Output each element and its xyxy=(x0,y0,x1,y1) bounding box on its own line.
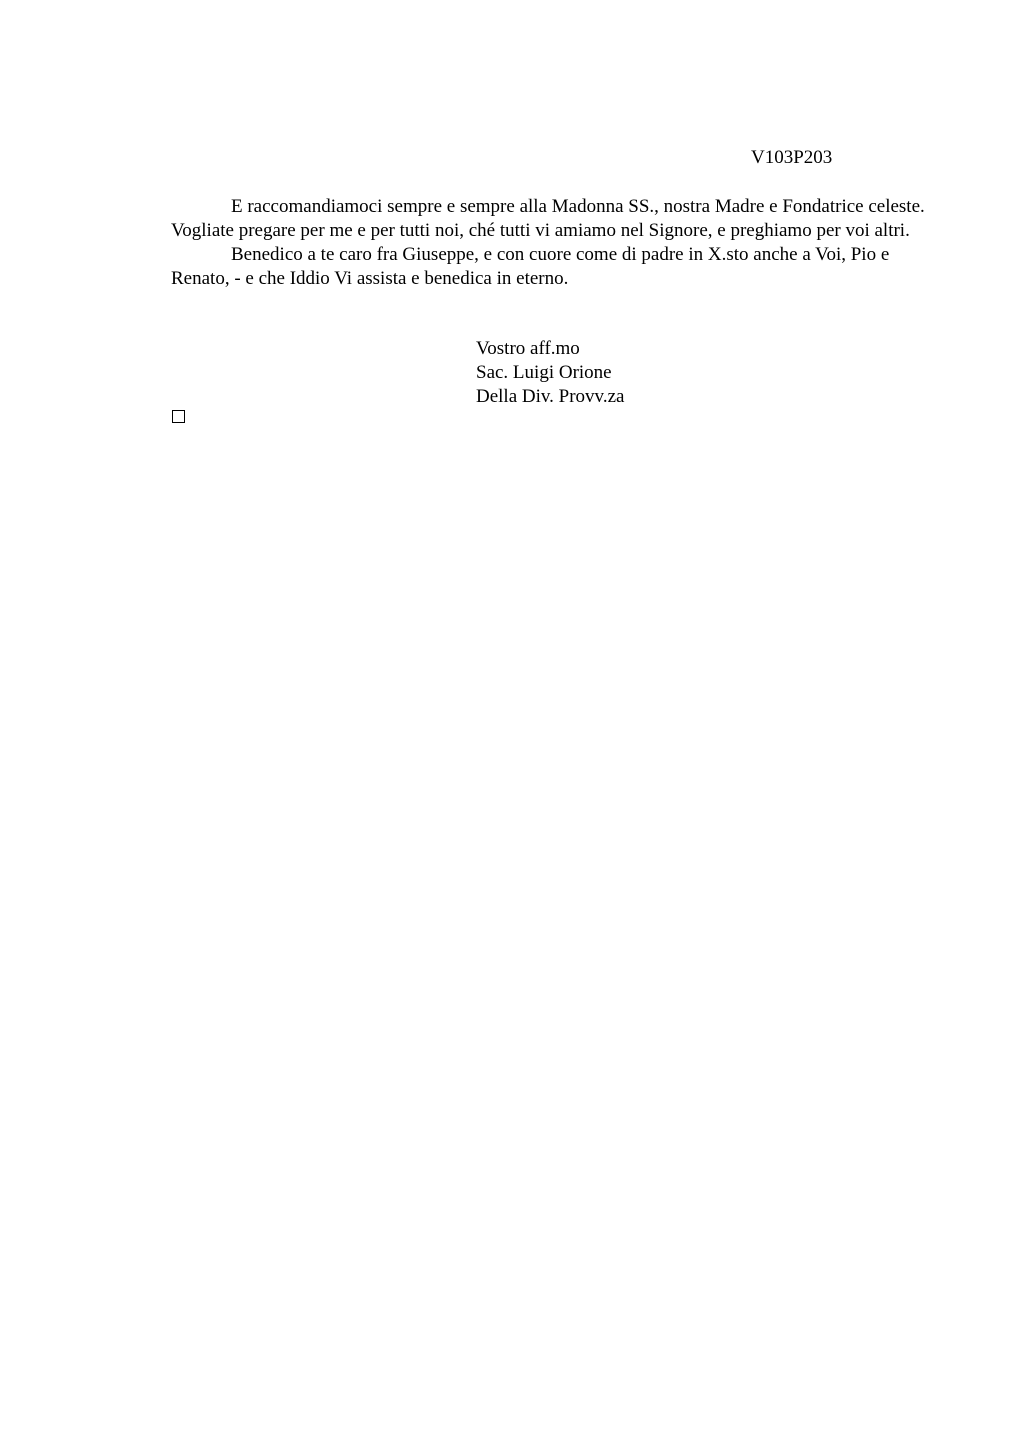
document-id: V103P203 xyxy=(751,147,833,168)
signature-block xyxy=(476,337,624,409)
paragraph: E raccomandiamoci sempre e sempre alla Madonna SS., nostra Madre e Fondatrice celeste. Vogliate pregare per me e per tutti noi, ché tutti vi amiamo nel Signore, e preghiamo per voi altri. xyxy=(171,196,925,241)
signature-title: Della Div. Provv.za xyxy=(476,386,625,407)
square-box-icon xyxy=(172,410,185,423)
signature-name: Sac. Luigi Orione xyxy=(476,362,612,383)
signature-closing: Vostro aff.mo xyxy=(476,338,580,359)
letter-body xyxy=(171,195,931,291)
paragraph: Benedico a te caro fra Giuseppe, e con cuore come di padre in X.sto anche a Voi, Pio e Renato, - e che Iddio Vi assista e benedica in eterno. xyxy=(171,244,890,289)
